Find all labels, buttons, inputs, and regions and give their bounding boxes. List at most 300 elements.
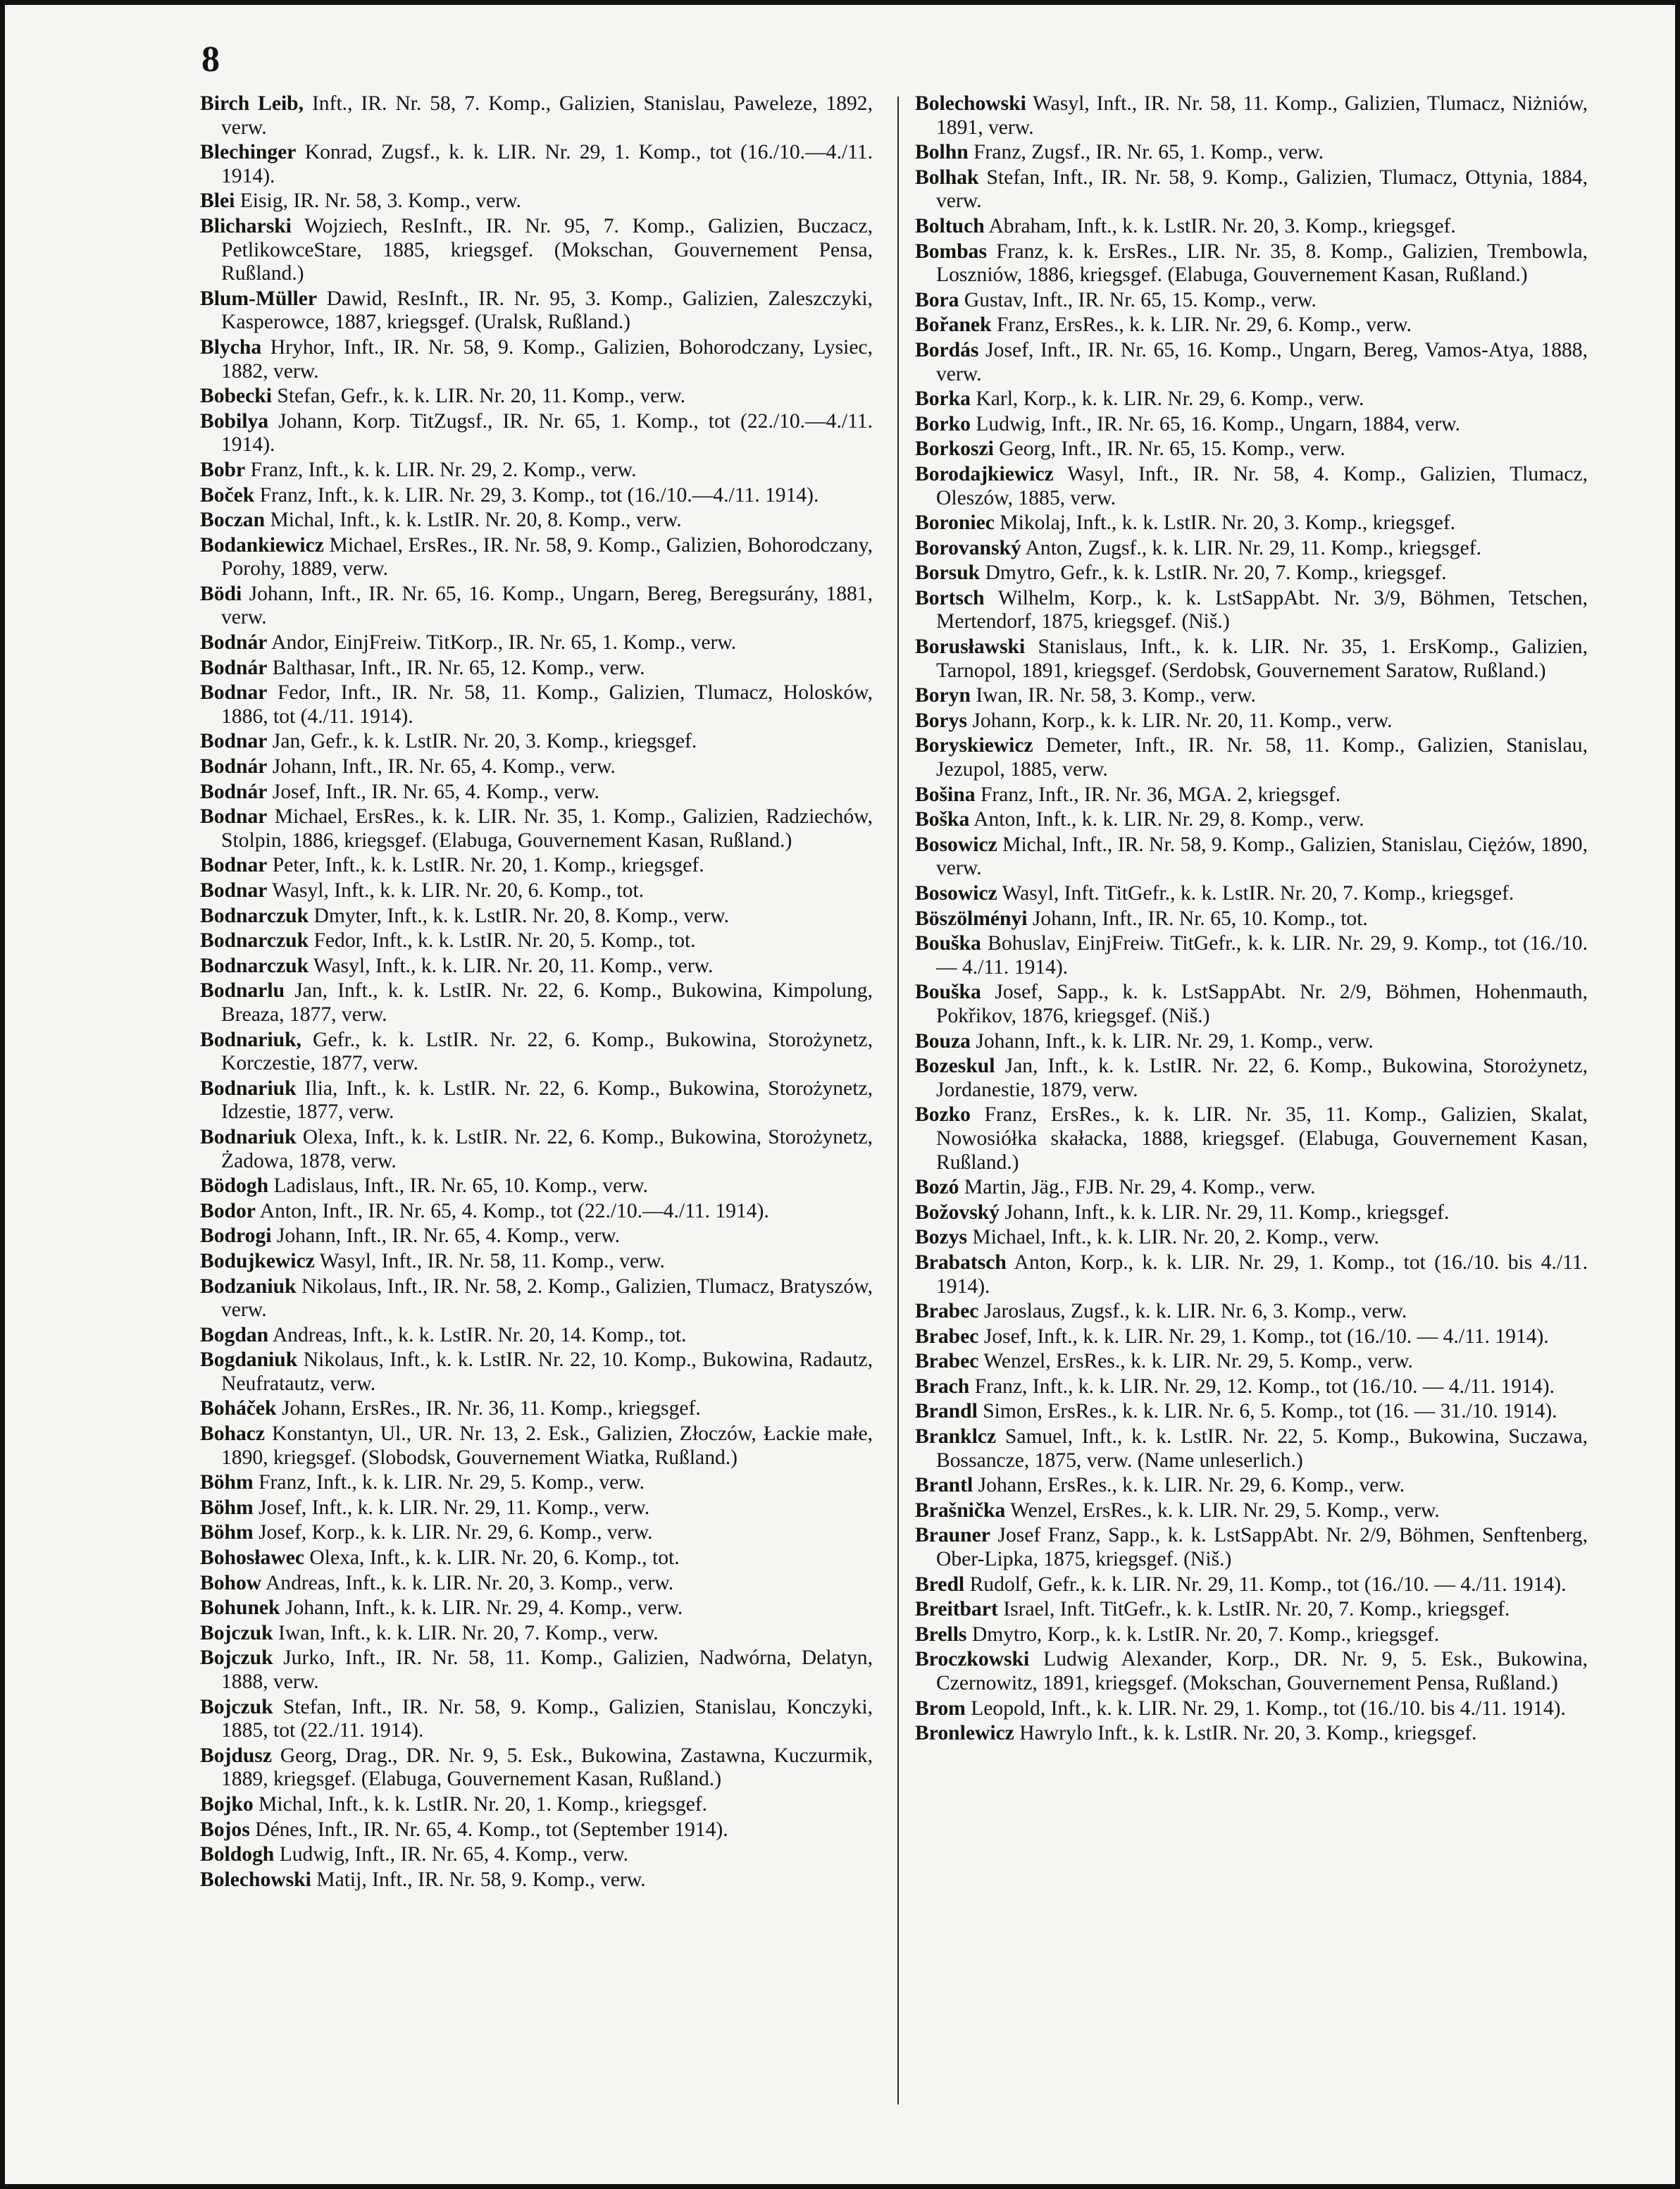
entry-details: Nikolaus, Inft., IR. Nr. 58, 2. Komp., Galizien, Tlumacz, Bratyszów, verw. <box>221 1275 873 1322</box>
entry-surname: Bohacz <box>200 1422 266 1446</box>
entry-details: Ludwig Alexander, Korp., DR. Nr. 9, 5. Esk., Bukowina, Czernowitz, 1891, kriegsgef. (Mokschan, Gouvernement Pensa, Rußland.) <box>936 1648 1588 1694</box>
entry-surname: Brells <box>915 1623 967 1646</box>
entry-details: Stefan, Gefr., k. k. LIR. Nr. 20, 11. Komp., verw. <box>277 385 686 408</box>
entry-surname: Brašnička <box>915 1499 1006 1522</box>
entry-surname: Bohow <box>200 1571 262 1594</box>
list-entry <box>915 463 1588 510</box>
list-entry <box>915 1697 1588 1721</box>
list-entry <box>915 833 1588 881</box>
entry-surname: Bolechowski <box>200 1868 311 1891</box>
entry-surname: Bouška <box>915 932 981 955</box>
entry-surname: Bohunek <box>200 1596 280 1620</box>
list-entry <box>915 1325 1588 1349</box>
entry-surname: Borkoszi <box>915 438 994 461</box>
entry-surname: Bronlewicz <box>915 1722 1014 1745</box>
list-entry <box>200 730 873 754</box>
entry-details: Josef, Inft., k. k. LIR. Nr. 29, 11. Komp., verw. <box>259 1496 650 1519</box>
list-entry <box>915 438 1588 461</box>
entry-details: Georg, Drag., DR. Nr. 9, 5. Esk., Bukowina, Zastawna, Kuczurmik, 1889, kriegsgef. (Elabuga, Gouvernement Kasan, Rußland.) <box>221 1744 873 1791</box>
entry-details: Stefan, Inft., IR. Nr. 58, 9. Komp., Galizien, Tlumacz, Ottynia, 1884, verw. <box>936 166 1588 213</box>
entry-details: Nikolaus, Inft., k. k. LstIR. Nr. 22, 10. Komp., Bukowina, Radautz, Neufratautz, verw. <box>221 1348 873 1395</box>
entry-surname: Brabec <box>915 1300 979 1323</box>
entry-surname: Bozys <box>915 1226 967 1249</box>
list-entry <box>915 1030 1588 1054</box>
entry-details: Hawrylo Inft., k. k. LstIR. Nr. 20, 3. Komp., kriegsgef. <box>1019 1722 1477 1745</box>
list-entry <box>915 1598 1588 1622</box>
entry-details: Jan, Inft., k. k. LstIR. Nr. 22, 6. Komp., Bukowina, Kimpolung, Breaza, 1877, verw. <box>221 979 873 1026</box>
list-entry <box>915 981 1588 1028</box>
entry-details: Konstantyn, Ul., UR. Nr. 13, 2. Esk., Galizien, Złoczów, Łackie małe, 1890, kriegsgef. (Slobodsk, Gouvernement Wiatka, Rußland.) <box>221 1422 873 1469</box>
list-entry <box>200 385 873 409</box>
entry-surname: Borusławski <box>915 635 1026 659</box>
list-entry <box>200 1622 873 1646</box>
list-entry <box>200 215 873 286</box>
entry-surname: Bodnariuk <box>200 1077 297 1100</box>
list-entry <box>915 1103 1588 1174</box>
list-entry <box>200 854 873 878</box>
entry-details: Demeter, Inft., IR. Nr. 58, 11. Komp., Galizien, Stanislau, Jezupol, 1885, verw. <box>936 734 1588 781</box>
entry-details: Wasyl, Inft., IR. Nr. 58, 11. Komp., Galizien, Tlumacz, Niżniów, 1891, verw. <box>936 92 1588 139</box>
list-entry <box>915 808 1588 832</box>
entry-surname: Brabec <box>915 1350 979 1373</box>
entry-surname: Broczkowski <box>915 1648 1030 1671</box>
entry-surname: Borys <box>915 709 967 732</box>
entry-surname: Bojko <box>200 1792 254 1816</box>
list-entry <box>915 215 1588 239</box>
entry-details: Franz, k. k. ErsRes., LIR. Nr. 35, 8. Komp., Galizien, Trembowla, Loszniów, 1886, kriegsgef. (Elabuga, Gouvernement Kasan, Rußland.) <box>936 240 1588 287</box>
entry-surname: Böhm <box>200 1471 254 1494</box>
list-entry <box>915 783 1588 807</box>
list-entry <box>915 587 1588 634</box>
list-entry <box>915 1400 1588 1424</box>
entry-surname: Brabec <box>915 1325 979 1348</box>
entry-details: Fedor, Inft., k. k. LstIR. Nr. 20, 5. Komp., tot. <box>313 929 696 953</box>
list-entry <box>200 1397 873 1421</box>
entry-details: Johann, Korp. TitZugsf., IR. Nr. 65, 1. Komp., tot (22./10.—4./11. 1914). <box>221 409 873 457</box>
entry-details: Hryhor, Inft., IR. Nr. 58, 9. Komp., Galizien, Bohorodczany, Lysiec, 1882, verw. <box>221 335 873 383</box>
entry-surname: Bredl <box>915 1573 965 1596</box>
list-entry <box>915 907 1588 931</box>
list-entry <box>915 562 1588 585</box>
list-entry <box>200 1126 873 1173</box>
list-entry <box>915 1350 1588 1374</box>
entry-details: Samuel, Inft., k. k. LstIR. Nr. 22, 5. Komp., Bukowina, Suczawa, Bossancze, 1875, verw. (Name unleserlich.) <box>936 1425 1588 1472</box>
entry-details: Eisig, IR. Nr. 58, 3. Komp., verw. <box>239 190 521 213</box>
entry-surname: Borovanský <box>915 536 1021 559</box>
entry-surname: Blei <box>200 190 235 213</box>
list-entry <box>200 1200 873 1224</box>
list-entry <box>200 1521 873 1545</box>
entry-surname: Boháček <box>200 1397 277 1420</box>
entry-surname: Böhm <box>200 1521 254 1544</box>
entry-surname: Bodnár <box>200 755 268 779</box>
entry-surname: Borodajkiewicz <box>915 462 1054 485</box>
entry-details: Josef, Inft., IR. Nr. 65, 16. Komp., Ungarn, Bereg, Vamos-Atya, 1888, verw. <box>936 338 1588 385</box>
list-entry <box>915 709 1588 733</box>
list-entry <box>200 1250 873 1274</box>
entry-details: Dawid, ResInft., IR. Nr. 95, 3. Komp., Galizien, Zaleszczyki, Kasperowce, 1887, kriegsgef. (Uralsk, Rußland.) <box>221 287 873 334</box>
list-entry <box>915 387 1588 411</box>
entry-details: Josef, Sapp., k. k. LstSappAbt. Nr. 2/9, Böhmen, Hohenmauth, Pokřikov, 1876, kriegsgef. (Niš.) <box>936 981 1588 1027</box>
entry-surname: Böszölményi <box>915 907 1028 930</box>
entry-surname: Boryn <box>915 684 971 707</box>
entry-details: Franz, Inft., k. k. LIR. Nr. 29, 3. Komp., tot (16./10.—4./11. 1914). <box>259 483 819 507</box>
entry-details: Peter, Inft., k. k. LstIR. Nr. 20, 1. Komp., kriegsgef. <box>272 854 704 877</box>
entry-surname: Bojczuk <box>200 1647 273 1670</box>
entry-details: Franz, Inft., IR. Nr. 36, MGA. 2, kriegsgef. <box>980 783 1341 806</box>
list-entry <box>200 1793 873 1817</box>
list-entry <box>200 1224 873 1248</box>
entry-details: Jurko, Inft., IR. Nr. 58, 11. Komp., Galizien, Nadwórna, Delatyn, 1888, verw. <box>221 1647 873 1693</box>
entry-surname: Borsuk <box>915 562 981 585</box>
entry-surname: Bodzaniuk <box>200 1275 297 1298</box>
entry-surname: Bortsch <box>915 586 985 609</box>
entry-details: Leopold, Inft., k. k. LIR. Nr. 29, 1. Komp., tot (16./10. bis 4./11. 1914). <box>971 1697 1566 1720</box>
list-entry <box>200 1422 873 1470</box>
entry-details: Michal, Inft., k. k. LstIR. Nr. 20, 8. Komp., verw. <box>270 509 682 532</box>
entry-details: Inft., IR. Nr. 58, 7. Komp., Galizien, Stanislau, Paweleze, 1892, verw. <box>221 92 873 139</box>
entry-details: Konrad, Zugsf., k. k. LIR. Nr. 29, 1. Komp., tot (16./10.—4./11. 1914). <box>221 141 873 187</box>
list-entry <box>915 1251 1588 1298</box>
entry-surname: Bojdusz <box>200 1744 272 1767</box>
entry-surname: Borko <box>915 412 971 435</box>
entry-details: Michal, Inft., IR. Nr. 58, 9. Komp., Galizien, Stanislau, Ciężów, 1890, verw. <box>936 833 1588 880</box>
entry-details: Fedor, Inft., IR. Nr. 58, 11. Komp., Galizien, Tlumacz, Holosków, 1886, tot (4./11. 1914). <box>221 681 873 728</box>
entry-surname: Bozeskul <box>915 1055 995 1078</box>
right-column <box>915 92 1588 1747</box>
list-entry <box>200 1348 873 1396</box>
entry-surname: Bobecki <box>200 385 272 408</box>
entry-details: Johann, Inft., IR. Nr. 65, 4. Komp., verw. <box>276 1224 620 1248</box>
entry-surname: Bödogh <box>200 1174 269 1198</box>
list-entry <box>200 1546 873 1570</box>
entry-surname: Bouza <box>915 1029 971 1053</box>
list-entry <box>200 1077 873 1124</box>
entry-surname: Bouška <box>915 981 981 1004</box>
list-entry <box>200 1174 873 1198</box>
entry-details: Gefr., k. k. LstIR. Nr. 22, 6. Komp., Bukowina, Storożynetz, Korczestie, 1877, verw. <box>221 1028 873 1075</box>
entry-surname: Bodnarczuk <box>200 929 309 953</box>
column-divider <box>897 97 899 2104</box>
list-entry <box>915 1648 1588 1695</box>
list-entry <box>200 755 873 779</box>
entry-details: Dmytro, Gefr., k. k. LstIR. Nr. 20, 7. Komp., kriegsgef. <box>985 562 1447 585</box>
list-entry <box>200 905 873 929</box>
entry-surname: Bozó <box>915 1176 959 1199</box>
list-entry <box>200 955 873 979</box>
list-entry <box>200 1696 873 1743</box>
entry-surname: Bodnar <box>200 805 268 829</box>
entry-details: Georg, Inft., IR. Nr. 65, 15. Komp., verw. <box>999 438 1345 461</box>
entry-details: Franz, ErsRes., k. k. LIR. Nr. 35, 11. Komp., Galizien, Skalat, Nowosiółka skałacka, 1888, kriegsgef. (Elabuga, Gouvernement Kasan, Rußland.) <box>936 1103 1588 1174</box>
list-entry <box>915 1201 1588 1225</box>
list-entry <box>200 929 873 953</box>
entry-surname: Brandl <box>915 1400 978 1423</box>
list-entry <box>915 1055 1588 1102</box>
entry-details: Josef Franz, Sapp., k. k. LstSappAbt. Nr. 2/9, Böhmen, Senftenberg, Ober-Lipka, 1875, kriegsgef. (Niš.) <box>936 1524 1588 1571</box>
entry-surname: Blechinger <box>200 141 297 164</box>
entry-surname: Bodnár <box>200 780 268 803</box>
list-entry <box>915 141 1588 165</box>
entry-surname: Bombas <box>915 240 987 263</box>
entry-details: Andreas, Inft., k. k. LIR. Nr. 20, 3. Komp., verw. <box>265 1571 674 1594</box>
entry-details: Anton, Inft., k. k. LIR. Nr. 29, 8. Komp., verw. <box>973 808 1364 831</box>
entry-surname: Boldogh <box>200 1843 275 1866</box>
entry-surname: Bogdan <box>200 1323 269 1346</box>
entry-details: Johann, Inft., IR. Nr. 65, 16. Komp., Ungarn, Bereg, Beregsurány, 1881, verw. <box>221 582 873 629</box>
list-entry <box>200 1843 873 1867</box>
entry-surname: Bodnar <box>200 730 268 753</box>
entry-details: Franz, Inft., k. k. LIR. Nr. 29, 2. Komp., verw. <box>250 458 637 481</box>
list-entry <box>200 879 873 903</box>
entry-details: Franz, Inft., k. k. LIR. Nr. 29, 12. Komp., tot (16./10. — 4./11. 1914). <box>974 1375 1555 1398</box>
entry-surname: Boček <box>200 483 255 507</box>
entry-surname: Brabatsch <box>915 1251 1007 1274</box>
list-entry <box>915 1425 1588 1472</box>
entry-details: Jaroslaus, Zugsf., k. k. LIR. Nr. 6, 3. Komp., verw. <box>983 1300 1407 1323</box>
entry-details: Olexa, Inft., k. k. LIR. Nr. 20, 6. Komp., tot. <box>309 1546 680 1570</box>
list-entry <box>200 657 873 681</box>
entry-surname: Bolhak <box>915 166 979 189</box>
entry-details: Bohuslav, EinjFreiw. TitGefr., k. k. LIR. Nr. 29, 9. Komp., tot (16./10. — 4./11. 1914). <box>936 932 1588 979</box>
entry-details: Matij, Inft., IR. Nr. 58, 9. Komp., verw. <box>316 1868 646 1891</box>
list-entry <box>200 1868 873 1892</box>
entry-surname: Blycha <box>200 335 262 359</box>
entry-details: Anton, Inft., IR. Nr. 65, 4. Komp., tot (22./10.—4./11. 1914). <box>259 1199 769 1222</box>
entry-surname: Blicharski <box>200 214 292 237</box>
list-entry <box>200 1496 873 1520</box>
list-entry <box>915 339 1588 386</box>
list-entry <box>915 240 1588 287</box>
entry-surname: Blum-Müller <box>200 287 318 310</box>
list-entry <box>200 1275 873 1322</box>
list-entry <box>915 1226 1588 1250</box>
list-entry <box>915 511 1588 535</box>
entry-surname: Bodnar <box>200 681 268 705</box>
entry-details: Ludwig, Inft., IR. Nr. 65, 4. Komp., verw. <box>279 1843 629 1866</box>
entry-surname: Brantl <box>915 1474 973 1497</box>
entry-surname: Bosowicz <box>915 882 997 905</box>
entry-details: Dmytro, Korp., k. k. LstIR. Nr. 20, 7. Komp., kriegsgef. <box>971 1623 1440 1646</box>
entry-details: Dmyter, Inft., k. k. LstIR. Nr. 20, 8. Komp., verw. <box>313 904 729 927</box>
entry-details: Karl, Korp., k. k. LIR. Nr. 29, 6. Komp., verw. <box>976 387 1364 411</box>
list-entry <box>200 92 873 139</box>
entry-details: Josef, Inft., k. k. LIR. Nr. 29, 1. Komp., tot (16./10. — 4./11. 1914). <box>983 1325 1549 1348</box>
list-entry <box>200 287 873 335</box>
entry-details: Iwan, Inft., k. k. LIR. Nr. 20, 7. Komp., verw. <box>278 1621 659 1644</box>
entry-surname: Bodnar <box>200 854 268 877</box>
list-entry <box>200 509 873 533</box>
list-entry <box>200 1471 873 1495</box>
list-entry <box>200 1818 873 1842</box>
entry-surname: Bodnarczuk <box>200 954 309 977</box>
list-entry <box>915 1474 1588 1498</box>
entry-details: Johann, Korp., k. k. LIR. Nr. 20, 11. Komp., verw. <box>972 709 1393 732</box>
entry-surname: Bojczuk <box>200 1695 273 1718</box>
entry-surname: Bodnár <box>200 631 268 655</box>
entry-surname: Bodrogi <box>200 1224 272 1248</box>
entry-details: Wasyl, Inft., k. k. LIR. Nr. 20, 6. Komp., tot. <box>272 879 645 902</box>
entry-surname: Bodnarczuk <box>200 904 309 927</box>
entry-details: Simon, ErsRes., k. k. LIR. Nr. 6, 5. Komp., tot (16. — 31./10. 1914). <box>983 1400 1557 1423</box>
list-entry <box>915 1176 1588 1200</box>
entry-details: Josef, Korp., k. k. LIR. Nr. 29, 6. Komp., verw. <box>259 1521 653 1544</box>
entry-details: Wasyl, Inft. TitGefr., k. k. LstIR. Nr. 20, 7. Komp., kriegsgef. <box>1002 882 1514 905</box>
list-entry <box>200 979 873 1027</box>
list-entry <box>915 1524 1588 1571</box>
entry-details: Franz, Zugsf., IR. Nr. 65, 1. Komp., verw. <box>973 141 1324 164</box>
list-entry <box>200 681 873 728</box>
list-entry <box>200 141 873 188</box>
list-entry <box>915 882 1588 906</box>
entry-surname: Boroniec <box>915 511 995 535</box>
entry-surname: Bojos <box>200 1818 250 1841</box>
entry-surname: Bodujkewicz <box>200 1249 315 1272</box>
entry-details: Balthasar, Inft., IR. Nr. 65, 12. Komp., verw. <box>272 656 645 679</box>
entry-surname: Bodnár <box>200 656 268 679</box>
list-entry <box>915 413 1588 437</box>
entry-details: Michael, Inft., k. k. LIR. Nr. 20, 2. Komp., verw. <box>972 1226 1379 1249</box>
list-entry <box>200 583 873 630</box>
entry-surname: Bodnar <box>200 879 268 902</box>
entry-surname: Bodnariuk, <box>200 1028 301 1051</box>
entry-details: Dénes, Inft., IR. Nr. 65, 4. Komp., tot (September 1914). <box>255 1818 728 1841</box>
entry-details: Franz, Inft., k. k. LIR. Nr. 29, 5. Komp., verw. <box>259 1471 645 1494</box>
entry-details: Wasyl, Inft., IR. Nr. 58, 4. Komp., Galizien, Tlumacz, Oleszów, 1885, verw. <box>936 462 1588 509</box>
entry-surname: Birch Leib, <box>200 92 304 115</box>
entry-surname: Brom <box>915 1697 966 1720</box>
entry-details: Michal, Inft., k. k. LstIR. Nr. 20, 1. Komp., kriegsgef. <box>259 1792 708 1816</box>
entry-details: Jan, Gefr., k. k. LstIR. Nr. 20, 3. Komp., kriegsgef. <box>272 730 697 753</box>
list-entry <box>915 684 1588 708</box>
entry-details: Michael, ErsRes., IR. Nr. 58, 9. Komp., Galizien, Bohorodczany, Porohy, 1889, verw. <box>221 533 873 581</box>
entry-surname: Bödi <box>200 582 242 605</box>
entry-details: Martin, Jäg., FJB. Nr. 29, 4. Komp., verw. <box>964 1176 1316 1199</box>
entry-surname: Bošina <box>915 783 976 806</box>
entry-details: Wasyl, Inft., IR. Nr. 58, 11. Komp., verw. <box>319 1249 665 1272</box>
entry-details: Johann, Inft., IR. Nr. 65, 10. Komp., tot. <box>1032 907 1368 930</box>
entry-surname: Brach <box>915 1375 970 1398</box>
entry-details: Johann, ErsRes., IR. Nr. 36, 11. Komp., kriegsgef. <box>281 1397 701 1420</box>
entry-surname: Bogdaniuk <box>200 1348 298 1372</box>
entry-details: Stefan, Inft., IR. Nr. 58, 9. Komp., Galizien, Stanislau, Konczyki, 1885, tot (22./11. 1914). <box>221 1695 873 1742</box>
list-entry <box>200 631 873 655</box>
list-entry <box>200 336 873 383</box>
entry-details: Olexa, Inft., k. k. LstIR. Nr. 22, 6. Komp., Bukowina, Storożynetz, Żadowa, 1878, verw. <box>221 1125 873 1172</box>
entry-surname: Breitbart <box>915 1598 998 1621</box>
list-entry <box>200 1324 873 1348</box>
list-entry <box>915 314 1588 337</box>
entry-details: Josef, Inft., IR. Nr. 65, 4. Komp., verw. <box>272 780 599 803</box>
entry-surname: Boška <box>915 808 970 831</box>
entry-details: Jan, Inft., k. k. LstIR. Nr. 22, 6. Komp., Bukowina, Storożynetz, Jordanestie, 1879, verw. <box>936 1055 1588 1101</box>
entry-surname: Branklcz <box>915 1425 997 1449</box>
entry-details: Johann, Inft., IR. Nr. 65, 4. Komp., verw. <box>272 755 616 779</box>
entry-details: Ludwig, Inft., IR. Nr. 65, 16. Komp., Ungarn, 1884, verw. <box>976 412 1461 435</box>
entry-surname: Bodnariuk <box>200 1125 297 1148</box>
list-entry <box>915 1375 1588 1399</box>
entry-details: Anton, Zugsf., k. k. LIR. Nr. 29, 11. Komp., kriegsgef. <box>1025 536 1481 559</box>
entry-surname: Bolechowski <box>915 92 1026 115</box>
entry-surname: Bobr <box>200 458 246 481</box>
list-entry <box>915 1722 1588 1746</box>
entry-details: Wasyl, Inft., k. k. LIR. Nr. 20, 11. Komp., verw. <box>313 954 714 977</box>
entry-surname: Bordás <box>915 338 979 361</box>
entry-details: Iwan, IR. Nr. 58, 3. Komp., verw. <box>976 684 1256 707</box>
list-entry <box>200 534 873 581</box>
entry-details: Wojziech, ResInft., IR. Nr. 95, 7. Komp., Galizien, Buczacz, PetlikowceStare, 1885, kriegsgef. (Mokschan, Gouvernement Pensa, Rußland.) <box>221 214 873 285</box>
page-number: 8 <box>201 39 220 80</box>
entry-details: Ladislaus, Inft., IR. Nr. 65, 10. Komp., verw. <box>273 1174 648 1198</box>
entry-details: Ilia, Inft., k. k. LstIR. Nr. 22, 6. Komp., Bukowina, Storożynetz, Idzestie, 1877, verw. <box>221 1077 873 1124</box>
list-entry <box>915 537 1588 561</box>
entry-details: Stanislaus, Inft., k. k. LIR. Nr. 35, 1. ErsKomp., Galizien, Tarnopol, 1891, kriegsgef. (Serdobsk, Gouvernement Saratow, Rußland.) <box>936 635 1588 682</box>
entry-details: Johann, Inft., k. k. LIR. Nr. 29, 11. Komp., kriegsgef. <box>1004 1201 1450 1224</box>
entry-surname: Bodnarlu <box>200 979 285 1003</box>
left-column <box>200 92 873 1893</box>
list-entry <box>915 1623 1588 1647</box>
list-entry <box>915 1573 1588 1597</box>
entry-details: Franz, ErsRes., k. k. LIR. Nr. 29, 6. Komp., verw. <box>996 314 1412 337</box>
entry-surname: Boczan <box>200 509 266 532</box>
list-entry <box>915 166 1588 213</box>
entry-details: Abraham, Inft., k. k. LstIR. Nr. 20, 3. Komp., kriegsgef. <box>988 214 1456 237</box>
list-entry <box>200 459 873 483</box>
list-entry <box>200 410 873 457</box>
entry-surname: Bodor <box>200 1199 256 1222</box>
entry-details: Rudolf, Gefr., k. k. LIR. Nr. 29, 11. Komp., tot (16./10. — 4./11. 1914). <box>969 1573 1567 1596</box>
entry-surname: Borka <box>915 387 971 411</box>
entry-details: Andreas, Inft., k. k. LstIR. Nr. 20, 14. Komp., tot. <box>272 1323 687 1346</box>
entry-details: Gustav, Inft., IR. Nr. 65, 15. Komp., verw. <box>964 288 1317 311</box>
entry-details: Andor, EinjFreiw. TitKorp., IR. Nr. 65, 1. Komp., verw. <box>271 631 737 655</box>
list-entry <box>200 1596 873 1620</box>
entry-surname: Bobilya <box>200 409 269 433</box>
list-entry <box>200 1744 873 1792</box>
entry-surname: Brauner <box>915 1524 990 1547</box>
entry-surname: Bojczuk <box>200 1621 273 1644</box>
entry-surname: Božovský <box>915 1201 1000 1224</box>
entry-details: Anton, Korp., k. k. LIR. Nr. 29, 1. Komp., tot (16./10. bis 4./11. 1914). <box>936 1251 1588 1298</box>
list-entry <box>915 1499 1588 1523</box>
entry-surname: Bohosławec <box>200 1546 304 1570</box>
list-entry <box>200 781 873 805</box>
entry-surname: Bolhn <box>915 141 969 164</box>
entry-details: Wenzel, ErsRes., k. k. LIR. Nr. 29, 5. Komp., verw. <box>983 1350 1413 1373</box>
entry-details: Johann, Inft., k. k. LIR. Nr. 29, 1. Komp., verw. <box>976 1029 1374 1053</box>
entry-details: Wenzel, ErsRes., k. k. LIR. Nr. 29, 5. Komp., verw. <box>1010 1499 1440 1522</box>
entry-surname: Bora <box>915 288 959 311</box>
entry-surname: Boltuch <box>915 214 985 237</box>
entry-details: Michael, ErsRes., k. k. LIR. Nr. 35, 1. Komp., Galizien, Radziechów, Stolpin, 1886, kriegsgef. (Elabuga, Gouvernement Kasan, Rußland.) <box>221 805 873 852</box>
list-entry <box>200 190 873 213</box>
entry-details: Wilhelm, Korp., k. k. LstSappAbt. Nr. 3/9, Böhmen, Tetschen, Mertendorf, 1875, kriegsgef. (Niš.) <box>936 586 1588 633</box>
entry-surname: Bodankiewicz <box>200 533 324 557</box>
entry-surname: Bosowicz <box>915 833 997 856</box>
entry-details: Johann, ErsRes., k. k. LIR. Nr. 29, 6. Komp., verw. <box>978 1474 1405 1497</box>
entry-surname: Boryskiewicz <box>915 734 1033 757</box>
list-entry <box>200 1647 873 1694</box>
list-entry <box>200 484 873 508</box>
entry-surname: Bozko <box>915 1103 971 1127</box>
list-entry <box>915 1300 1588 1324</box>
list-entry <box>915 289 1588 313</box>
entry-details: Mikolaj, Inft., k. k. LstIR. Nr. 20, 3. Komp., kriegsgef. <box>1000 511 1456 535</box>
list-entry <box>915 635 1588 683</box>
list-entry <box>915 92 1588 139</box>
entry-surname: Bořanek <box>915 314 992 337</box>
entry-details: Johann, Inft., k. k. LIR. Nr. 29, 4. Komp., verw. <box>285 1596 683 1620</box>
